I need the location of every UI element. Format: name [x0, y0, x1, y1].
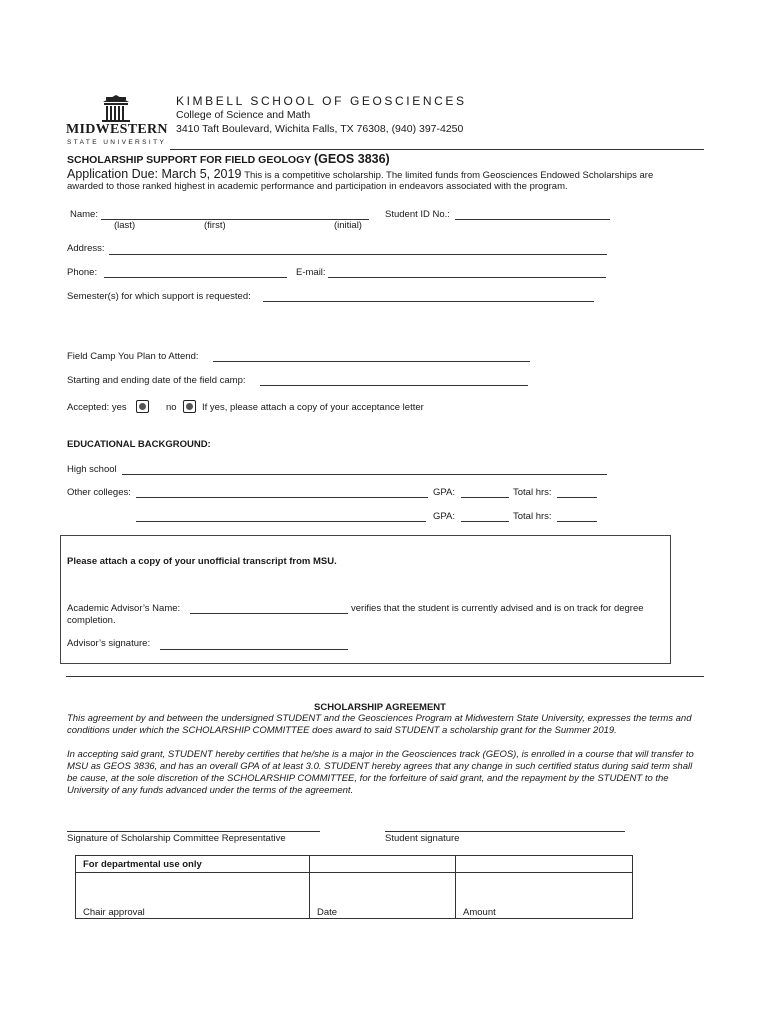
logo-subtitle: STATE UNIVERSITY: [67, 139, 167, 146]
transcript-box: [60, 535, 671, 664]
accepted-no-radio[interactable]: [183, 400, 196, 413]
student-signature-label: Student signature: [385, 833, 460, 844]
amount-label: Amount: [463, 907, 496, 918]
agreement-heading: SCHOLARSHIP AGREEMENT: [314, 702, 446, 713]
total-hrs-2-field[interactable]: [557, 521, 597, 522]
gpa-2-field[interactable]: [461, 521, 509, 522]
accepted-yes-label: Accepted: yes: [67, 402, 127, 413]
date-cell[interactable]: [310, 873, 456, 919]
form-title-text: SCHOLARSHIP SUPPORT FOR FIELD GEOLOGY: [67, 154, 312, 166]
advisor-signature-field[interactable]: [160, 649, 348, 650]
dept-header-cell-2: [310, 856, 456, 873]
total-hrs-1-label: Total hrs:: [513, 487, 552, 498]
address-label: Address:: [67, 243, 105, 254]
agreement-paragraph-2: In accepting said grant, STUDENT hereby certifies that he/she is a major in the Geosciences track (GEOS), is enrolled in a course that will transfer to MSU as GEOS 3836, and has an overall GPA of at least 3.0. STUDENT hereby agrees that any change in such certified status during said term shall be cause, at the sole discretion of the SCHOLARSHIP COMMITTEE, for the forfeiture of said grant, and the repayment by the STUDENT to the University of any funds advanced under the terms of the agreement.: [67, 749, 694, 796]
phone-label: Phone:: [67, 267, 98, 278]
school-name: KIMBELL SCHOOL OF GEOSCIENCES: [176, 94, 467, 108]
agreement-paragraph-1: This agreement by and between the undersigned STUDENT and the Geosciences Program at Midwestern State University, expresses the terms and conditions under which the SCHOLARSHIP COMMITTEE does award to said STUDENT a scholarship grant for the Summer 2019.: [67, 713, 692, 736]
email-field[interactable]: [328, 277, 606, 278]
accepted-no-label: no: [166, 402, 177, 413]
advisor-name-label: Academic Advisor’s Name:: [67, 603, 181, 614]
student-id-field[interactable]: [455, 219, 610, 220]
name-field[interactable]: [101, 219, 369, 220]
header-rule: [170, 149, 704, 150]
other-colleges-label: Other colleges:: [67, 487, 131, 498]
agreement-rule: [66, 676, 704, 677]
education-heading: EDUCATIONAL BACKGROUND:: [67, 439, 211, 450]
college-name: College of Science and Math: [176, 109, 311, 121]
semester-field[interactable]: [263, 301, 594, 302]
total-hrs-2-label: Total hrs:: [513, 511, 552, 522]
departmental-use-heading: For departmental use only: [76, 856, 310, 873]
phone-field[interactable]: [104, 277, 287, 278]
high-school-field[interactable]: [122, 474, 607, 475]
completion-text: completion.: [67, 615, 116, 626]
address-field[interactable]: [109, 254, 607, 255]
college-2-field[interactable]: [136, 521, 426, 522]
description-line-1: This is a competitive scholarship. The limited funds from Geosciences Endowed Scholarships are: [244, 170, 654, 181]
gpa-2-label: GPA:: [433, 511, 455, 522]
college-1-field[interactable]: [136, 497, 428, 498]
email-label: E-mail:: [296, 267, 326, 278]
university-logo: [66, 94, 166, 150]
dates-label: Starting and ending date of the field camp:: [67, 375, 246, 386]
dept-header-cell-3: [456, 856, 633, 873]
acceptance-note: If yes, please attach a copy of your acceptance letter: [202, 402, 424, 413]
first-name-caption: (first): [204, 220, 226, 231]
total-hrs-1-field[interactable]: [557, 497, 597, 498]
transcript-note: Please attach a copy of your unofficial transcript from MSU.: [67, 556, 337, 567]
school-address: 3410 Taft Boulevard, Wichita Falls, TX 76308, (940) 397-4250: [176, 123, 464, 135]
last-name-caption: (last): [114, 220, 136, 231]
gpa-1-label: GPA:: [433, 487, 455, 498]
high-school-label: High school: [67, 464, 117, 475]
form-title: [67, 152, 390, 166]
name-label: Name:: [70, 209, 98, 220]
committee-signature-label: Signature of Scholarship Committee Representative: [67, 833, 286, 844]
due-date: Application Due: March 5, 2019: [67, 167, 242, 181]
chair-approval-cell[interactable]: [76, 873, 310, 919]
accepted-yes-radio[interactable]: [136, 400, 149, 413]
amount-cell[interactable]: [456, 873, 633, 919]
field-camp-field[interactable]: [213, 361, 530, 362]
field-camp-label: Field Camp You Plan to Attend:: [67, 351, 199, 362]
chair-approval-label: Chair approval: [83, 907, 145, 918]
date-label: Date: [317, 907, 338, 918]
application-due: [67, 167, 653, 181]
student-signature-field[interactable]: [385, 831, 625, 832]
committee-signature-field[interactable]: [67, 831, 320, 832]
departmental-use-table: [75, 855, 633, 919]
dates-field[interactable]: [260, 385, 528, 386]
gpa-1-field[interactable]: [461, 497, 509, 498]
semester-label: Semester(s) for which support is requested:: [67, 291, 251, 302]
logo-wordmark: MIDWESTERN: [66, 122, 168, 137]
student-id-label: Student ID No.:: [385, 209, 450, 220]
advisor-name-field[interactable]: [190, 613, 348, 614]
advisor-signature-label: Advisor’s signature:: [67, 638, 151, 649]
course-code: (GEOS 3836): [313, 152, 390, 166]
initial-caption: (initial): [334, 220, 362, 231]
advisor-verifies-text: verifies that the student is currently advised and is on track for degree: [351, 603, 644, 614]
description-line-2: awarded to those ranked highest in academic performance and participation in endeavors associated with the program.: [67, 181, 568, 192]
